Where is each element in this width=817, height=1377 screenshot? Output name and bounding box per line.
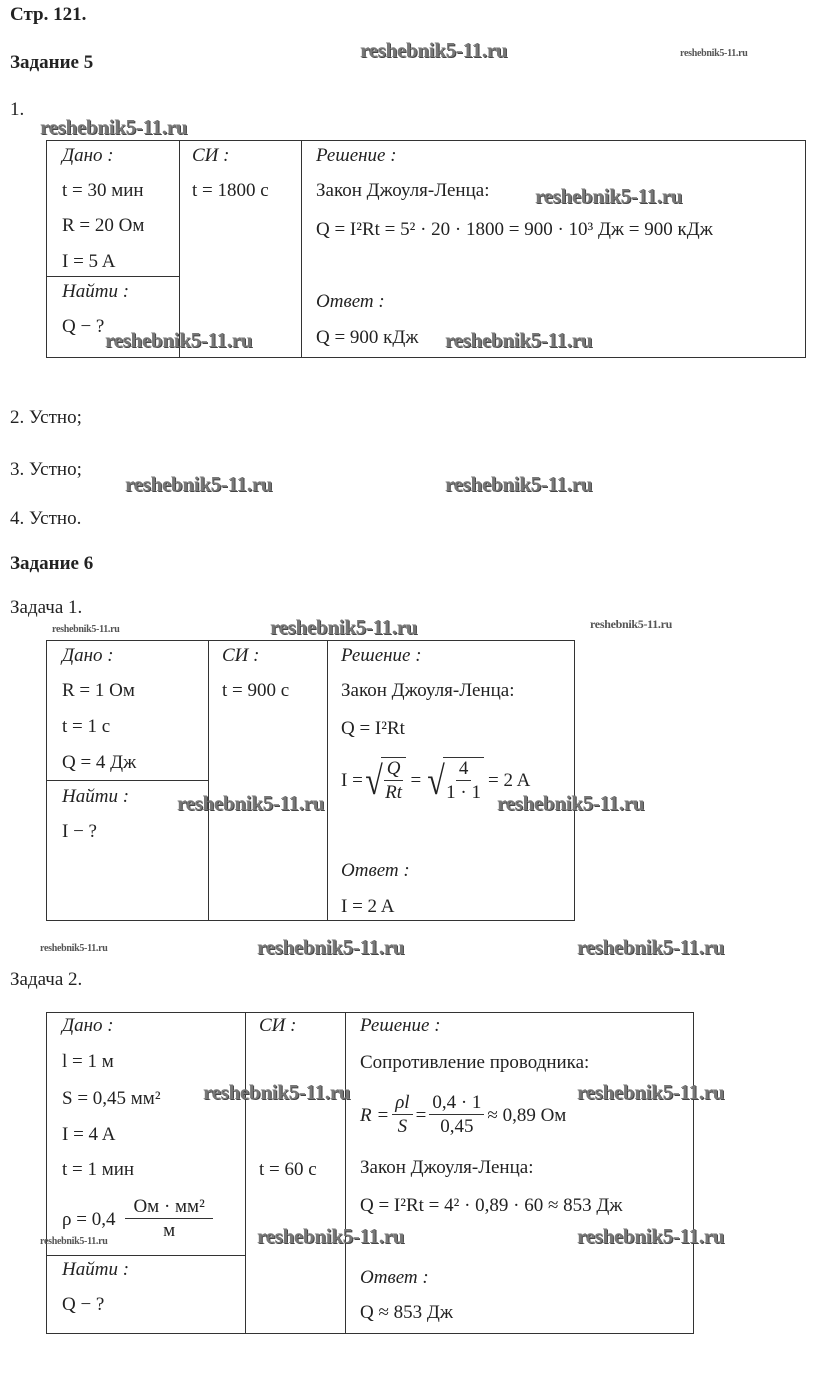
solution-label: Решение :: [360, 1015, 441, 1036]
problem-1-title: Задача 1.: [10, 597, 83, 618]
resistance-heading: Сопротивление проводника:: [360, 1052, 590, 1073]
sqrt: √ $\frac{4}{1 \cdot 1}$: [425, 756, 484, 806]
sqrt: √ $\frac{Q}{Rt}$: [363, 756, 407, 806]
watermark: reshebnik5-11.ru: [535, 184, 683, 208]
answer-value: Q = 900 кДж: [316, 327, 419, 348]
find-label: Найти :: [62, 281, 130, 302]
watermark: reshebnik5-11.ru: [497, 791, 645, 815]
formula-part: =: [410, 770, 422, 791]
denominator: S: [397, 1116, 408, 1137]
formula: Q = I²Rt: [341, 718, 405, 739]
watermark: reshebnik5-11.ru: [577, 1224, 725, 1248]
formula-result: = 2 A: [487, 770, 531, 791]
denominator: Rt: [385, 782, 403, 803]
given-value: t = 30 мин: [62, 180, 144, 201]
solution-label: Решение :: [316, 145, 397, 166]
heading-task-6: Задание 6: [10, 553, 94, 574]
item-1-label: 1.: [10, 99, 25, 120]
formula-result: ≈ 0,89 Ом: [487, 1104, 567, 1126]
given-label: Дано :: [62, 645, 114, 666]
si-value: t = 1800 с: [192, 180, 269, 201]
si-value: t = 60 с: [259, 1159, 317, 1180]
watermark: reshebnik5-11.ru: [257, 1224, 405, 1248]
si-label: СИ :: [222, 645, 260, 666]
si-label: СИ :: [192, 145, 230, 166]
find-label: Найти :: [62, 786, 130, 807]
answer-label: Ответ :: [316, 291, 385, 312]
watermark: reshebnik5-11.ru: [125, 472, 273, 496]
watermark: reshebnik5-11.ru: [105, 328, 253, 352]
watermark: reshebnik5-11.ru: [40, 115, 188, 139]
numerator: ρl: [392, 1092, 412, 1115]
item-3: 3. Устно;: [10, 459, 82, 480]
given-value: S = 0,45 мм²: [62, 1088, 161, 1109]
formula: Q = I²Rt = 4² · 0,89 · 60 ≈ 853 Дж: [360, 1195, 623, 1216]
denominator: 0,45: [440, 1116, 474, 1137]
formula-part: ρ = 0,4: [62, 1208, 116, 1230]
given-value: R = 20 Ом: [62, 215, 145, 236]
numerator: 0,4 · 1: [429, 1092, 484, 1115]
item-4: 4. Устно.: [10, 508, 82, 529]
formula-part: =: [415, 1104, 427, 1126]
formula: Q = I²Rt = 5² · 20 · 1800 = 900 · 10³ Дж = 900 кДж: [316, 219, 713, 240]
numerator: Q: [384, 758, 404, 781]
given-value: I = 4 A: [62, 1124, 116, 1145]
law-name: Закон Джоуля-Ленца:: [341, 680, 515, 701]
watermark: reshebnik5-11.ru: [52, 624, 120, 635]
watermark: reshebnik5-11.ru: [177, 791, 325, 815]
formula-part: R =: [360, 1104, 390, 1126]
watermark: reshebnik5-11.ru: [257, 935, 405, 959]
given-value: l = 1 м: [62, 1051, 114, 1072]
resistance-formula: [360, 1092, 566, 1139]
answer-label: Ответ :: [341, 860, 410, 881]
watermark: reshebnik5-11.ru: [40, 1236, 108, 1247]
denominator: м: [163, 1220, 176, 1241]
watermark: reshebnik5-11.ru: [203, 1080, 351, 1104]
law-name: Закон Джоуля-Ленца:: [316, 180, 490, 201]
law-name: Закон Джоуля-Ленца:: [360, 1157, 534, 1178]
find-label: Найти :: [62, 1259, 130, 1280]
find-value: Q − ?: [62, 316, 105, 337]
given-value: I = 5 A: [62, 251, 116, 272]
answer-label: Ответ :: [360, 1267, 429, 1288]
watermark: reshebnik5-11.ru: [445, 472, 593, 496]
find-value: I − ?: [62, 821, 97, 842]
task5-table: [46, 140, 806, 358]
solution-label: Решение :: [341, 645, 422, 666]
find-value: Q − ?: [62, 1294, 105, 1315]
watermark: reshebnik5-11.ru: [590, 617, 672, 631]
watermark: reshebnik5-11.ru: [40, 943, 108, 954]
denominator: 1 · 1: [446, 782, 481, 803]
si-value: t = 900 с: [222, 680, 290, 701]
given-label: Дано :: [62, 1015, 114, 1036]
watermark: reshebnik5-11.ru: [270, 615, 418, 639]
item-2: 2. Устно;: [10, 407, 82, 428]
answer-value: Q ≈ 853 Дж: [360, 1302, 453, 1323]
page-number: Стр. 121.: [10, 4, 87, 25]
given-value: R = 1 Ом: [62, 680, 135, 701]
problem-2-title: Задача 2.: [10, 969, 83, 990]
formula-part: I =: [341, 770, 363, 791]
watermark: reshebnik5-11.ru: [445, 328, 593, 352]
numerator: Ом · мм²: [125, 1196, 212, 1219]
answer-value: I = 2 A: [341, 896, 395, 917]
given-value: t = 1 мин: [62, 1159, 135, 1180]
watermark: reshebnik5-11.ru: [577, 1080, 725, 1104]
watermark: reshebnik5-11.ru: [680, 48, 748, 59]
watermark: reshebnik5-11.ru: [360, 38, 508, 62]
si-label: СИ :: [259, 1015, 297, 1036]
watermark: reshebnik5-11.ru: [577, 935, 725, 959]
given-value: Q = 4 Дж: [62, 752, 137, 773]
given-label: Дано :: [62, 145, 114, 166]
heading-task-5: Задание 5: [10, 52, 94, 73]
given-value: t = 1 с: [62, 716, 111, 737]
numerator: 4: [456, 758, 472, 781]
